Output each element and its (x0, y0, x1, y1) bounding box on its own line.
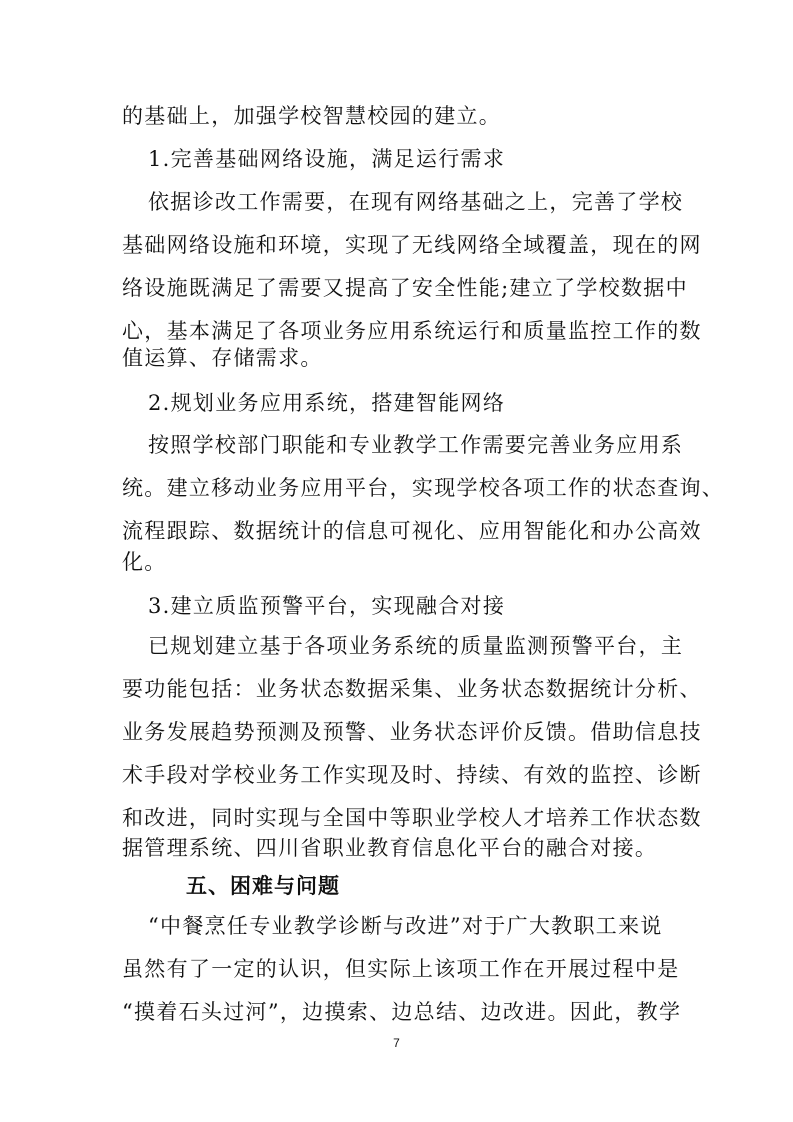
paragraph-line: 和改进，同时实现与全国中等职业学校人才培养工作状态数 (122, 806, 702, 830)
section-heading: 五、困难与问题 (186, 874, 340, 898)
paragraph-line: 业务发展趋势预测及预警、业务状态评价反馈。借助信息技 (122, 720, 702, 744)
paragraph-line: “摸着石头过河”，边摸索、边总结、边改进。因此，教学 (122, 1000, 682, 1024)
paragraph-line: 要功能包括：业务状态数据采集、业务状态数据统计分析、 (122, 677, 702, 701)
paragraph-line: 值运算、存储需求。 (122, 346, 323, 370)
subheading-2: 2.规划业务应用系统，搭建智能网络 (148, 391, 506, 415)
paragraph-line: 依据诊改工作需要，在现有网络基础之上，完善了学校 (148, 190, 684, 214)
paragraph-line: 虽然有了一定的认识，但实际上该项工作在开展过程中是 (122, 957, 680, 981)
paragraph-line: 据管理系统、四川省职业教育信息化平台的融合对接。 (122, 836, 658, 860)
paragraph-line: 按照学校部门职能和专业教学工作需要完善业务应用系 (148, 433, 684, 457)
paragraph-line: “中餐烹任专业教学诊断与改进”对于广大教职工来说 (148, 914, 663, 938)
paragraph-line: 基础网络设施和环境，实现了无线网络全域覆盖，现在的网 (122, 233, 702, 257)
paragraph-line: 的基础上，加强学校智慧校园的建立。 (122, 104, 502, 128)
paragraph-line: 术手段对学校业务工作实现及时、持续、有效的监控、诊断 (122, 763, 702, 787)
paragraph-line: 流程跟踪、数据统计的信息可视化、应用智能化和办公高效 (122, 519, 702, 543)
paragraph-line: 络设施既满足了需要又提高了安全性能;建立了学校数据中 (122, 276, 688, 300)
paragraph-line: 统。建立移动业务应用平台，实现学校各项工作的状态查询、 (122, 476, 725, 500)
paragraph-line: 已规划建立基于各项业务系统的质量监测预警平台，主 (148, 634, 684, 658)
paragraph-line: 化。 (122, 550, 167, 574)
page-number: 7 (393, 1036, 400, 1050)
subheading-3: 3.建立质监预警平台，实现融合对接 (148, 594, 506, 618)
paragraph-line: 心，基本满足了各项业务应用系统运行和质量监控工作的数 (122, 319, 702, 343)
subheading-1: 1.完善基础网络设施，满足运行需求 (148, 147, 506, 171)
